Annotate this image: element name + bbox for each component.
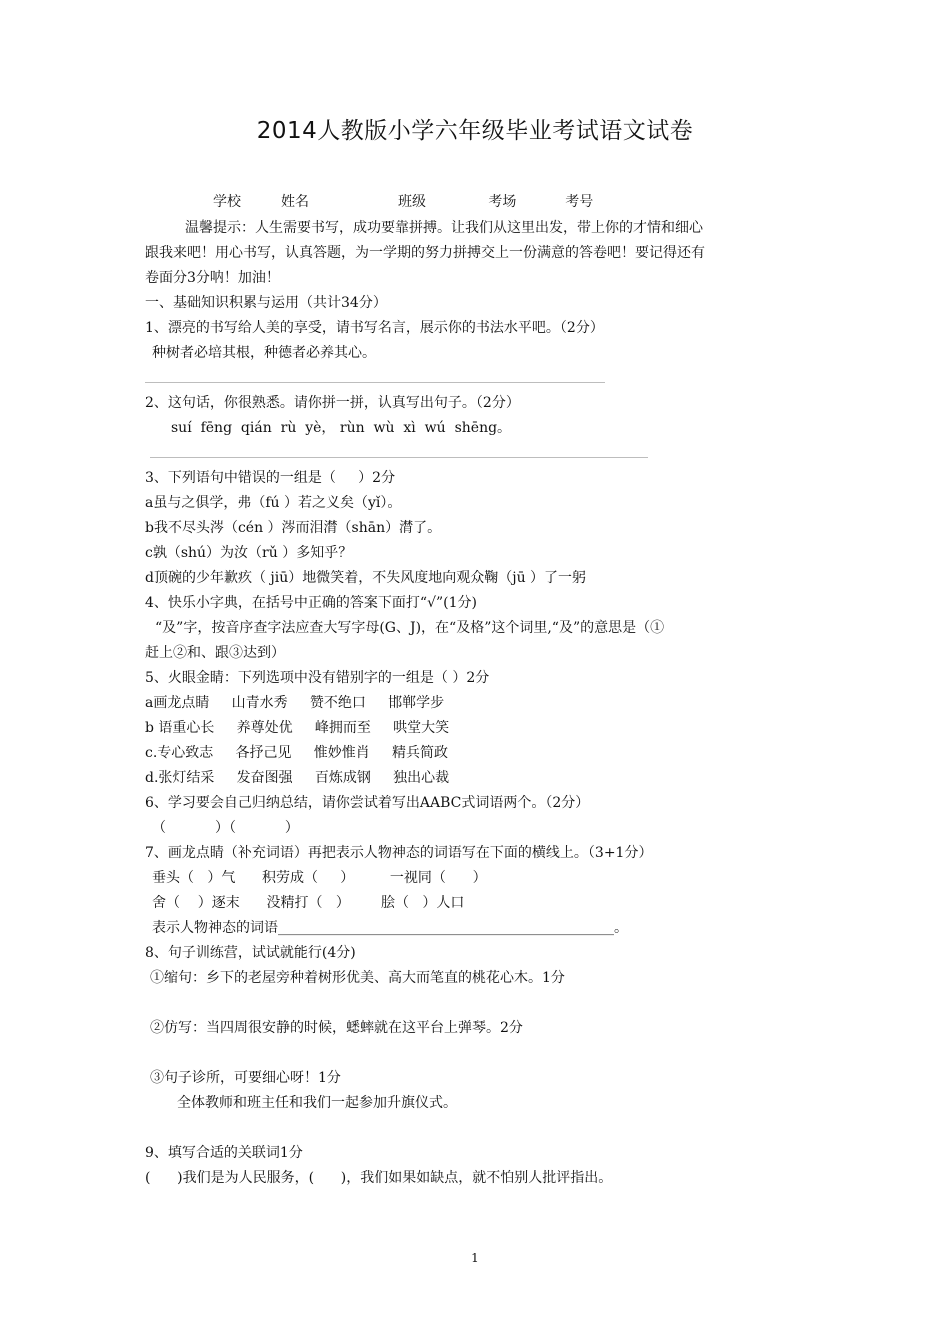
q7-row-1: 垂头（ ）气 积劳成（ ） 一视同（ ） [152,870,487,886]
q7-row-3[interactable]: 表示人物神态的词语________________________________________________。 [152,920,628,936]
q3-option-d: d顶碗的少年歉疚（ jiū）地微笑着，不失风度地向观众鞠（jū ）了一躬 [145,570,587,586]
q3-option-a: a虽与之俱学，弗（fú ）若之义矣（yǐ）。 [145,495,402,511]
q5-prompt: 5、火眼金睛：下列选项中没有错别字的一组是（ ）2分 [145,670,490,686]
intro-line-3: 卷面分3分呐！加油！ [145,270,280,286]
q1-prompt: 1、漂亮的书写给人美的享受，请书写名言，展示你的书法水平吧。（2分） [145,320,604,336]
q6-prompt: 6、学习要会自己归纳总结，请你尝试着写出AABC式词语两个。（2分） [145,795,590,811]
q5-option-c: c.专心致志 各抒己见 惟妙惟肖 精兵简政 [145,745,449,761]
page-title: 2014人教版小学六年级毕业考试语文试卷 [256,118,694,144]
q9-body[interactable]: ( )我们是为人民服务，( )，我们如果如缺点，就不怕别人批评指出。 [145,1170,613,1186]
q7-row-2: 舍（ ）逐末 没精打（ ） 脍（ ）人口 [152,895,465,911]
intro-line-1: 温馨提示：人生需要书写，成功要靠拼搏。让我们从这里出发，带上你的才情和细心 [185,220,703,236]
section-heading: 一、基础知识积累与运用（共计34分） [145,295,387,311]
q8-sentence-2: ②仿写：当四周很安静的时候，蟋蟀就在这平台上弹琴。2分 [150,1020,523,1036]
header-fields: 学校 姓名 班级 考场 考号 [213,194,594,210]
q5-option-a: a画龙点睛 山青水秀 赞不绝口 邯郸学步 [145,695,445,711]
q3-prompt: 3、下列语句中错误的一组是（ ）2分 [145,470,396,486]
page-number: 1 [471,1251,479,1265]
q1-quote: 种树者必培其根，种德者必养其心。 [152,345,376,361]
q8-sentence-1: ①缩句：乡下的老屋旁种着树形优美、高大而笔直的桃花心木。1分 [150,970,565,986]
q4-body-2: 赶上②和、跟③达到） [145,645,285,661]
q4-prompt: 4、快乐小字典，在括号中正确的答案下面打“√”(1分) [145,595,477,611]
q2-pinyin: suí fēng qián rù yè， rùn wù xì wú shēng。 [171,420,512,436]
q3-option-b: b我不尽头涔（cén ）涔而泪潸（shān）潸了。 [145,520,442,536]
q8-prompt: 8、句子训练营，试试就能行(4分) [145,945,356,961]
q8-sentence-3: ③句子诊所，可要细心呀！1分 [150,1070,341,1086]
q2-answer-line[interactable] [150,457,648,458]
intro-line-2: 跟我来吧！用心书写，认真答题，为一学期的努力拼搏交上一份满意的答卷吧！要记得还有 [145,245,705,261]
q5-option-d: d.张灯结采 发奋图强 百炼成钢 独出心裁 [145,770,450,786]
q4-body-1: “及”字，按音序查字法应查大写字母(G、J)，在“及格”这个词里,“及”的意思是（① [155,620,665,636]
q5-option-b: b 语重心长 养尊处优 峰拥而至 哄堂大笑 [145,720,450,736]
q6-blank[interactable]: （ ）（ ） [152,820,299,836]
q1-answer-line[interactable] [145,382,605,383]
q3-option-c: c孰（shú）为汝（rǔ ）多知乎？ [145,545,353,561]
q2-prompt: 2、这句话，你很熟悉。请你拼一拼，认真写出句子。（2分） [145,395,520,411]
q7-prompt: 7、画龙点睛（补充词语）再把表示人物神态的词语写在下面的横线上。（3+1分） [145,845,653,861]
q8-sentence-3-body: 全体教师和班主任和我们一起参加升旗仪式。 [177,1095,457,1111]
q9-prompt: 9、填写合适的关联词1分 [145,1145,303,1161]
